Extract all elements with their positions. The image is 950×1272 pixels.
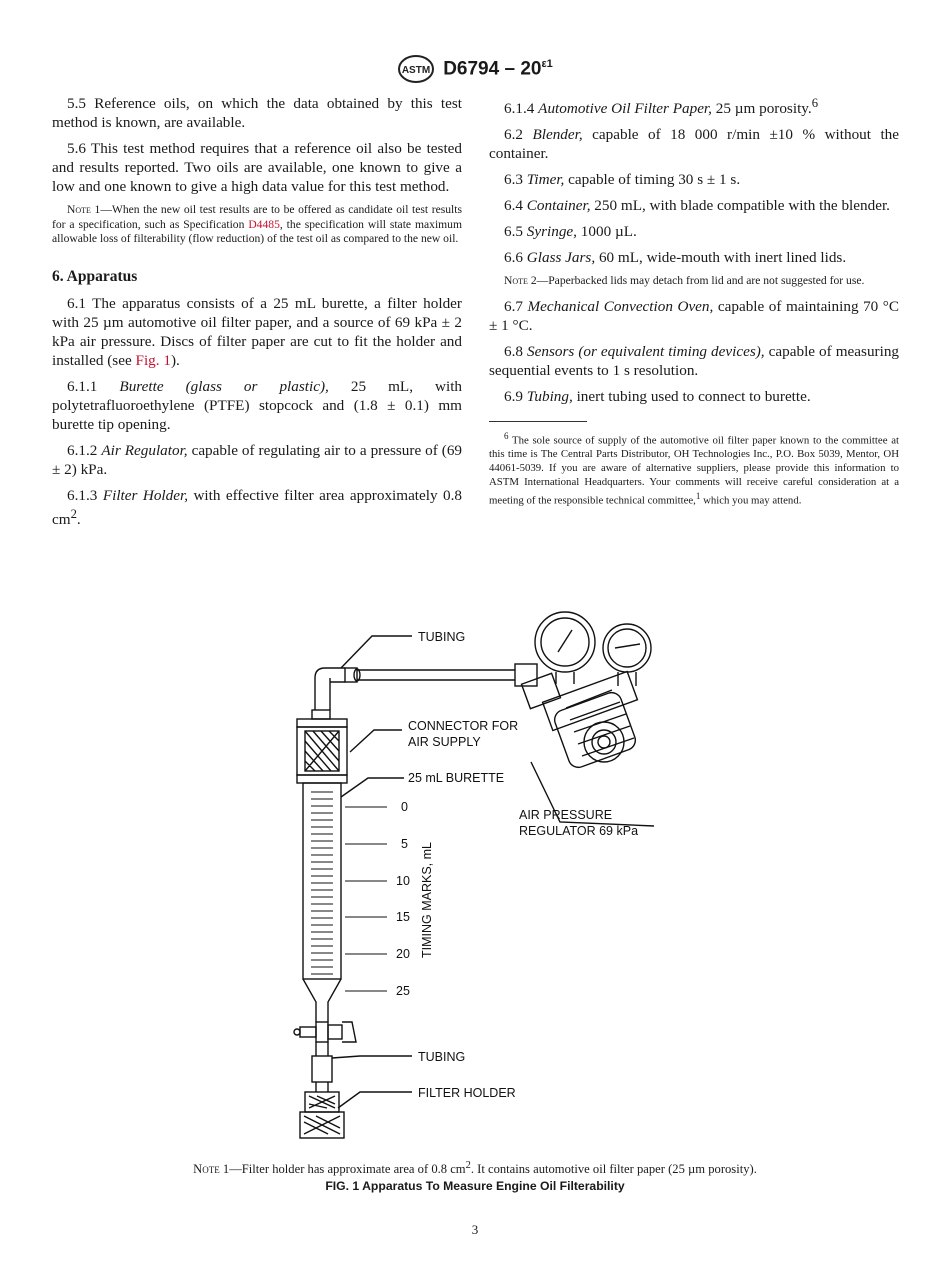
para-6-1-4: 6.1.4 Automotive Oil Filter Paper, 25 µm porosity.$^6$ (504, 96, 819, 118)
note-2: Note 2—Paperbacked lids may detach from lid and are not suggested for use. (504, 274, 865, 288)
document-designation: $D6794 - 20^{\varepsilon 1}$ (443, 57, 553, 80)
footnote-6: $^6$ The sole source of supply of the automotive oil filter paper known to the committee at this time is The Central Parts Distributor, OH Technologies Inc., P.O. Box 5039, Mentor, OH 44061-5039. If you are aware of alternative suppliers, please provide this information to ASTM International Headquarters. Your comments will receive careful consideration at a meeting of the responsible technical committee,$^1$ which you may attend. (489, 430, 899, 507)
label-connector-line1: CONNECTOR FOR (408, 719, 519, 733)
astm-logo-icon (397, 54, 435, 84)
para-6-4: 6.4 Container, 250 mL, with blade compatible with the blender. (504, 197, 890, 215)
label-tubing-bottom: TUBING (418, 1050, 466, 1064)
right-column (489, 94, 899, 508)
link-fig-1[interactable]: Fig. 1 (135, 351, 171, 369)
label-timing-marks: TIMING MARKS, mL (420, 842, 434, 958)
left-column (52, 94, 462, 536)
figure-1 (0, 590, 950, 1150)
para-5-5: 5.5 Reference oils, on which the data obtained by this test method is known, are available. (52, 95, 462, 131)
para-6-2: 6.2 Blender, capable of 18 000 r/min ±10 % without the container. (489, 126, 900, 163)
footnote-ref-6[interactable]: 6 (811, 96, 819, 110)
timing-mark-20: 20 (396, 947, 410, 961)
timing-mark-10: 10 (396, 874, 410, 888)
figure-caption: FIG. 1 Apparatus To Measure Engine Oil Filterability (325, 1179, 625, 1194)
figure-note: Note 1—Filter holder has approximate area of 0.8 $cm^2$. It contains automotive oil filter paper (25 µm porosity). (193, 1160, 757, 1177)
timing-mark-5: 5 (401, 837, 408, 851)
page-number: 3 (471, 1222, 479, 1237)
figure-caption-block (0, 1160, 950, 1193)
label-connector-line2: AIR SUPPLY (408, 735, 481, 749)
para-6-1-2: 6.1.2 Air Regulator, capable of regulating air to a pressure of (69 ± 2) kPa. (52, 441, 463, 478)
para-6-1-1: 6.1.1 Burette (glass or plastic), 25 mL, with polytetrafluoroethylene (PTFE) stopcock and (1.8 ± 0.1) mm burette tip opening. (52, 377, 463, 433)
para-5-6: 5.6 This test method requires that a reference oil also be tested and results reported. Two oils are available, one known to give a low and one known to give a high data value for this test method. (52, 140, 462, 195)
svg-text:ASTM: ASTM (402, 65, 431, 76)
note-1: Note 1—When the new oil test results are to be offered as candidate oil test results for a specification, such as Specification D4485, the specification will state maximum allowable loss of filterability (flow reduction) of the test oil as compared to the new oil. (52, 203, 462, 245)
label-regulator-line2: REGULATOR 69 kPa (519, 824, 639, 838)
timing-mark-15: 15 (396, 910, 410, 924)
para-6-3: 6.3 Timer, capable of timing 30 s ± 1 s. (504, 171, 741, 189)
page-header (0, 54, 950, 84)
apparatus-diagram (0, 590, 950, 1150)
section-heading-apparatus: 6. Apparatus (52, 267, 138, 285)
timing-mark-25: 25 (396, 984, 410, 998)
para-6-7: 6.7 Mechanical Convection Oven, capable of maintaining 70 °C ± 1 °C. (489, 297, 900, 334)
label-tubing-top: TUBING (418, 630, 466, 644)
para-6-6: 6.6 Glass Jars, 60 mL, wide-mouth with inert lined lids. (504, 249, 847, 267)
footnote-divider (489, 421, 587, 422)
label-burette: 25 mL BURETTE (408, 771, 505, 785)
timing-mark-0: 0 (401, 800, 408, 814)
para-6-1-3: 6.1.3 Filter Holder, with effective filter area approximately 0.8 $cm^2$. (52, 486, 463, 528)
label-regulator-line1: AIR PRESSURE (519, 808, 613, 822)
para-6-5: 6.5 Syringe, 1000 µL. (504, 223, 637, 241)
link-d4485[interactable]: D4485 (248, 217, 280, 231)
para-6-8: 6.8 Sensors (or equivalent timing devices), capable of measuring sequential events to 1 s resolution. (489, 342, 900, 379)
para-6-9: 6.9 Tubing, inert tubing used to connect to burette. (504, 387, 811, 405)
para-6-1: 6.1 The apparatus consists of a 25 mL burette, a filter holder with 25 µm automotive oil filter paper, and a source of 69 kPa ± 2 kPa air pressure. Discs of filter paper are cut to fit the holder and installed (see Fig. 1). (52, 294, 462, 369)
label-filter-holder: FILTER HOLDER (418, 1086, 516, 1100)
